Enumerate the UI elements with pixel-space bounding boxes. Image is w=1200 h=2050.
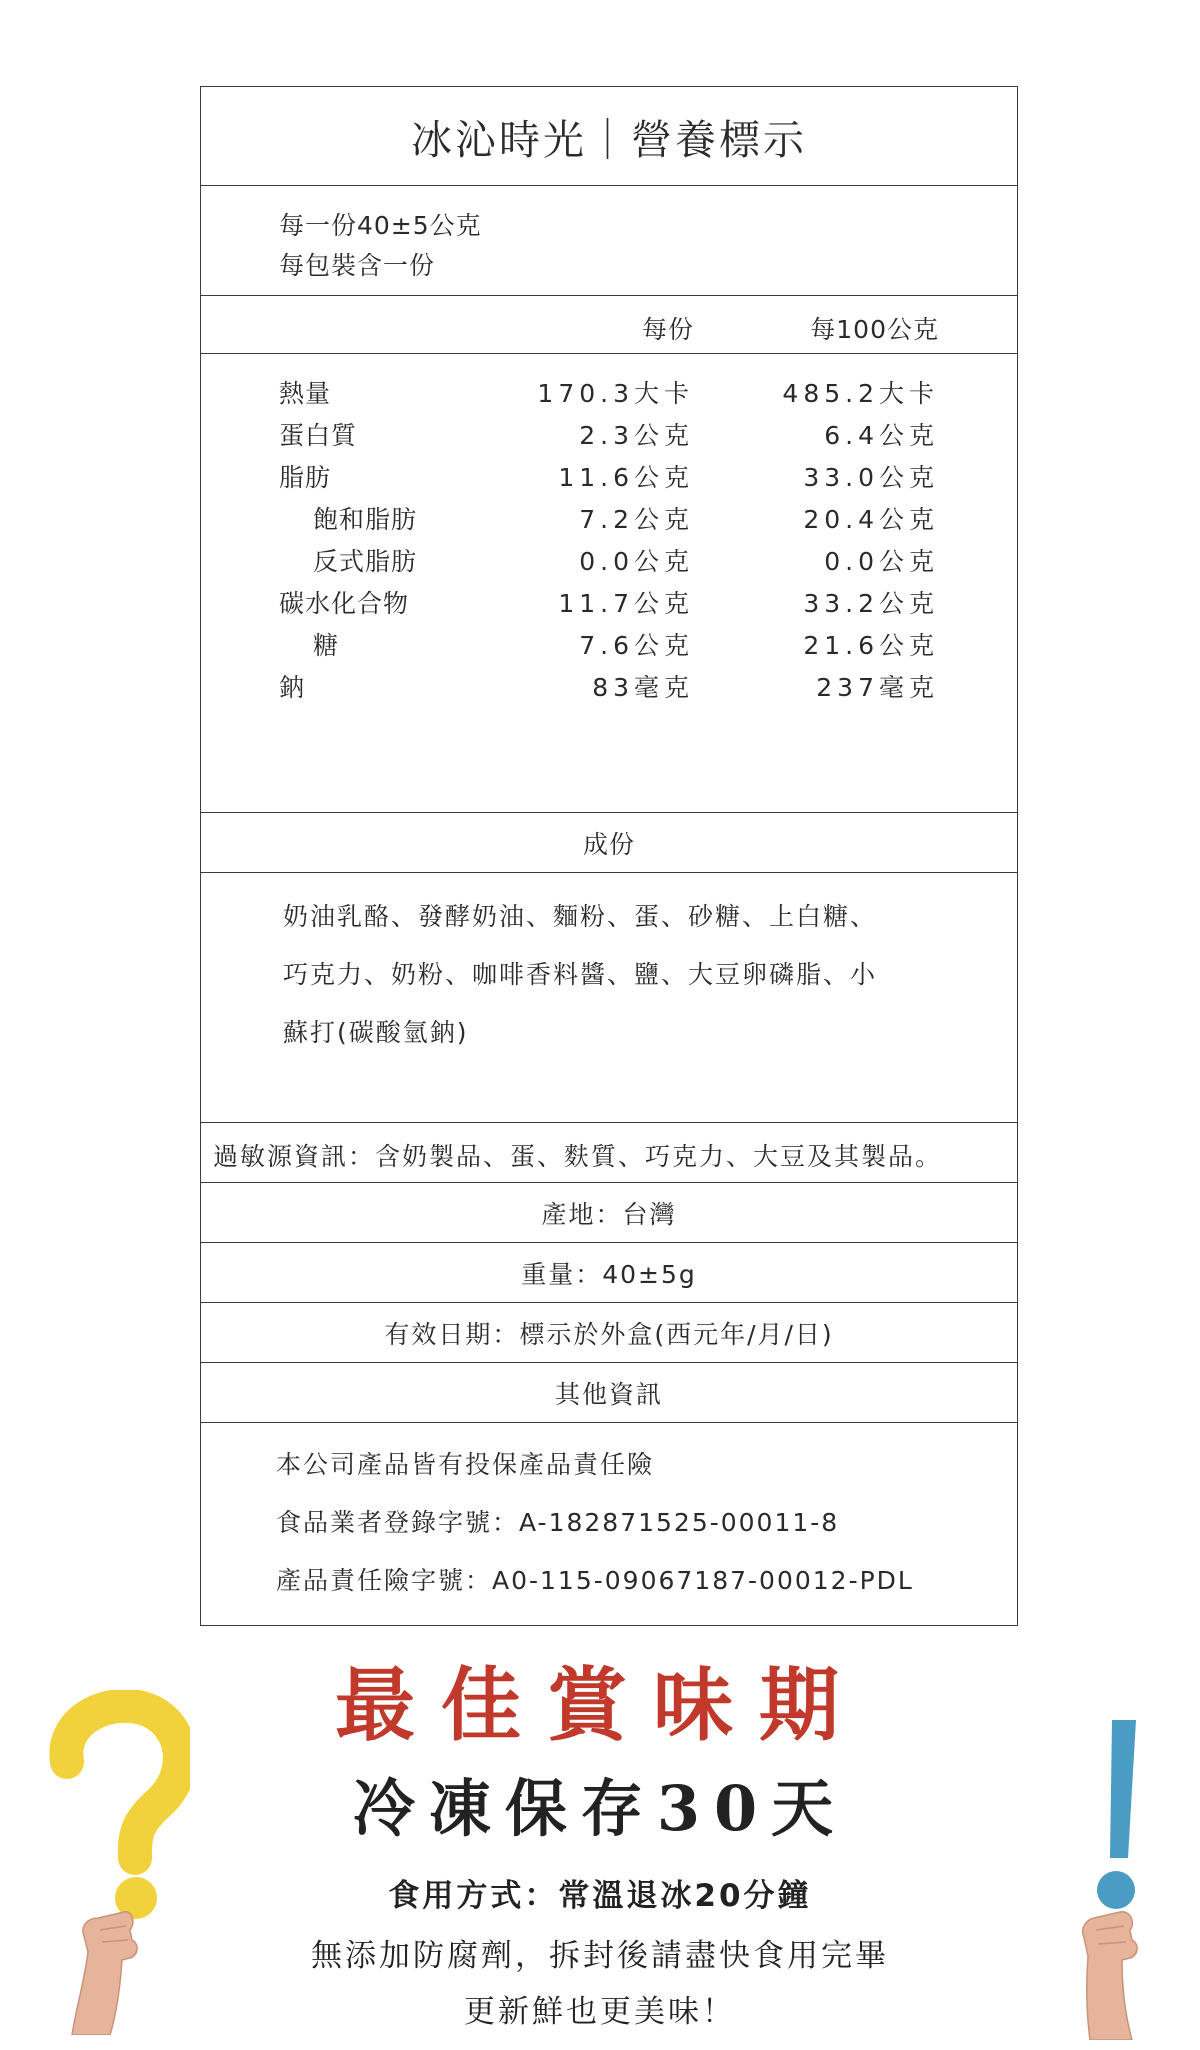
- nutrient-per-serving: 7.2公克: [579, 505, 694, 534]
- origin-row: [201, 1182, 1017, 1243]
- label-title: [201, 87, 1017, 185]
- ingredients-heading: [201, 812, 1017, 873]
- nutrient-per-serving: 2.3公克: [579, 421, 694, 450]
- weight-row: [201, 1242, 1017, 1303]
- label-title-text: 冰沁時光｜營養標示: [411, 115, 807, 164]
- ingredients-line: 蘇打(碳酸氫鈉): [283, 1018, 469, 1047]
- column-per-serving: 每份: [641, 315, 694, 344]
- fresher-text: 更新鮮也更美味！: [464, 1994, 736, 2030]
- nutrient-per-serving: 83毫克: [592, 673, 694, 702]
- ingredients-line: 奶油乳酪、發酵奶油、麵粉、蛋、砂糖、上白糖、: [283, 902, 878, 931]
- weight-text: 重量：40±5g: [521, 1260, 697, 1289]
- column-header: [201, 295, 1017, 354]
- nutrient-name: 脂肪: [279, 463, 332, 492]
- usage-instructions: 食用方式：常溫退冰20分鐘: [388, 1878, 812, 1914]
- nutrient-name: 糖: [313, 631, 340, 660]
- nutrient-per-100g: 485.2大卡: [782, 379, 939, 408]
- nutrient-row: [201, 500, 1017, 540]
- expiry-row: [201, 1302, 1017, 1363]
- nutrition-label: [200, 86, 1018, 1626]
- nutrient-row: [201, 626, 1017, 666]
- nutrient-row: [201, 458, 1017, 498]
- serving-info: [201, 185, 1017, 296]
- nutrient-row: [201, 416, 1017, 456]
- no-preservatives-text: 無添加防腐劑，拆封後請盡快食用完畢: [311, 1938, 889, 1974]
- nutrient-per-100g: 33.2公克: [803, 589, 939, 618]
- other-info-line: 本公司產品皆有投保產品責任險: [276, 1450, 655, 1479]
- best-before-heading: 最佳賞味期: [335, 1658, 865, 1752]
- allergen-info: [201, 1122, 1017, 1183]
- nutrient-row: [201, 584, 1017, 624]
- nutrient-row: [201, 374, 1017, 414]
- ingredients-line: 巧克力、奶粉、咖啡香料醬、鹽、大豆卵磷脂、小: [283, 960, 878, 989]
- nutrient-row: [201, 542, 1017, 582]
- origin-text: 產地：台灣: [541, 1200, 677, 1229]
- other-info-heading-text: 其他資訊: [554, 1380, 663, 1409]
- servings-per-pack: 每包裝含一份: [279, 251, 436, 280]
- other-info-line: 產品責任險字號：A0-115-09067187-00012-PDL: [276, 1566, 914, 1595]
- nutrient-per-serving: 11.6公克: [558, 463, 694, 492]
- nutrient-name: 碳水化合物: [279, 589, 410, 618]
- serving-size: 每一份40±5公克: [279, 211, 482, 240]
- nutrient-per-100g: 6.4公克: [824, 421, 939, 450]
- other-info: [201, 1422, 1017, 1628]
- nutrient-per-100g: 33.0公克: [803, 463, 939, 492]
- other-info-heading: [201, 1362, 1017, 1423]
- expiry-text: 有效日期：標示於外盒(西元年/月/日): [384, 1320, 834, 1349]
- nutrient-per-100g: 20.4公克: [803, 505, 939, 534]
- nutrient-name: 蛋白質: [279, 421, 358, 450]
- column-per-100g: 每100公克: [810, 315, 939, 344]
- nutrient-name: 反式脂肪: [313, 547, 418, 576]
- nutrient-per-100g: 21.6公克: [803, 631, 939, 660]
- nutrient-name: 熱量: [279, 379, 332, 408]
- nutrient-per-100g: 0.0公克: [824, 547, 939, 576]
- nutrient-table: [201, 353, 1017, 813]
- allergen-text: 過敏源資訊：含奶製品、蛋、麩質、巧克力、大豆及其製品。: [213, 1142, 943, 1171]
- ingredients-list: [201, 872, 1017, 1123]
- nutrient-per-serving: 170.3大卡: [537, 379, 694, 408]
- nutrient-per-serving: 11.7公克: [558, 589, 694, 618]
- ingredients-heading-text: 成份: [582, 830, 635, 859]
- nutrient-name: 飽和脂肪: [313, 505, 418, 534]
- nutrient-per-serving: 7.6公克: [579, 631, 694, 660]
- other-info-line: 食品業者登錄字號：A-182871525-00011-8: [276, 1508, 840, 1537]
- nutrient-per-serving: 0.0公克: [579, 547, 694, 576]
- nutrient-per-100g: 237毫克: [816, 673, 939, 702]
- nutrient-name: 鈉: [279, 673, 306, 702]
- frozen-storage-text: 冷凍保存30天: [352, 1772, 848, 1845]
- nutrient-row: [201, 668, 1017, 708]
